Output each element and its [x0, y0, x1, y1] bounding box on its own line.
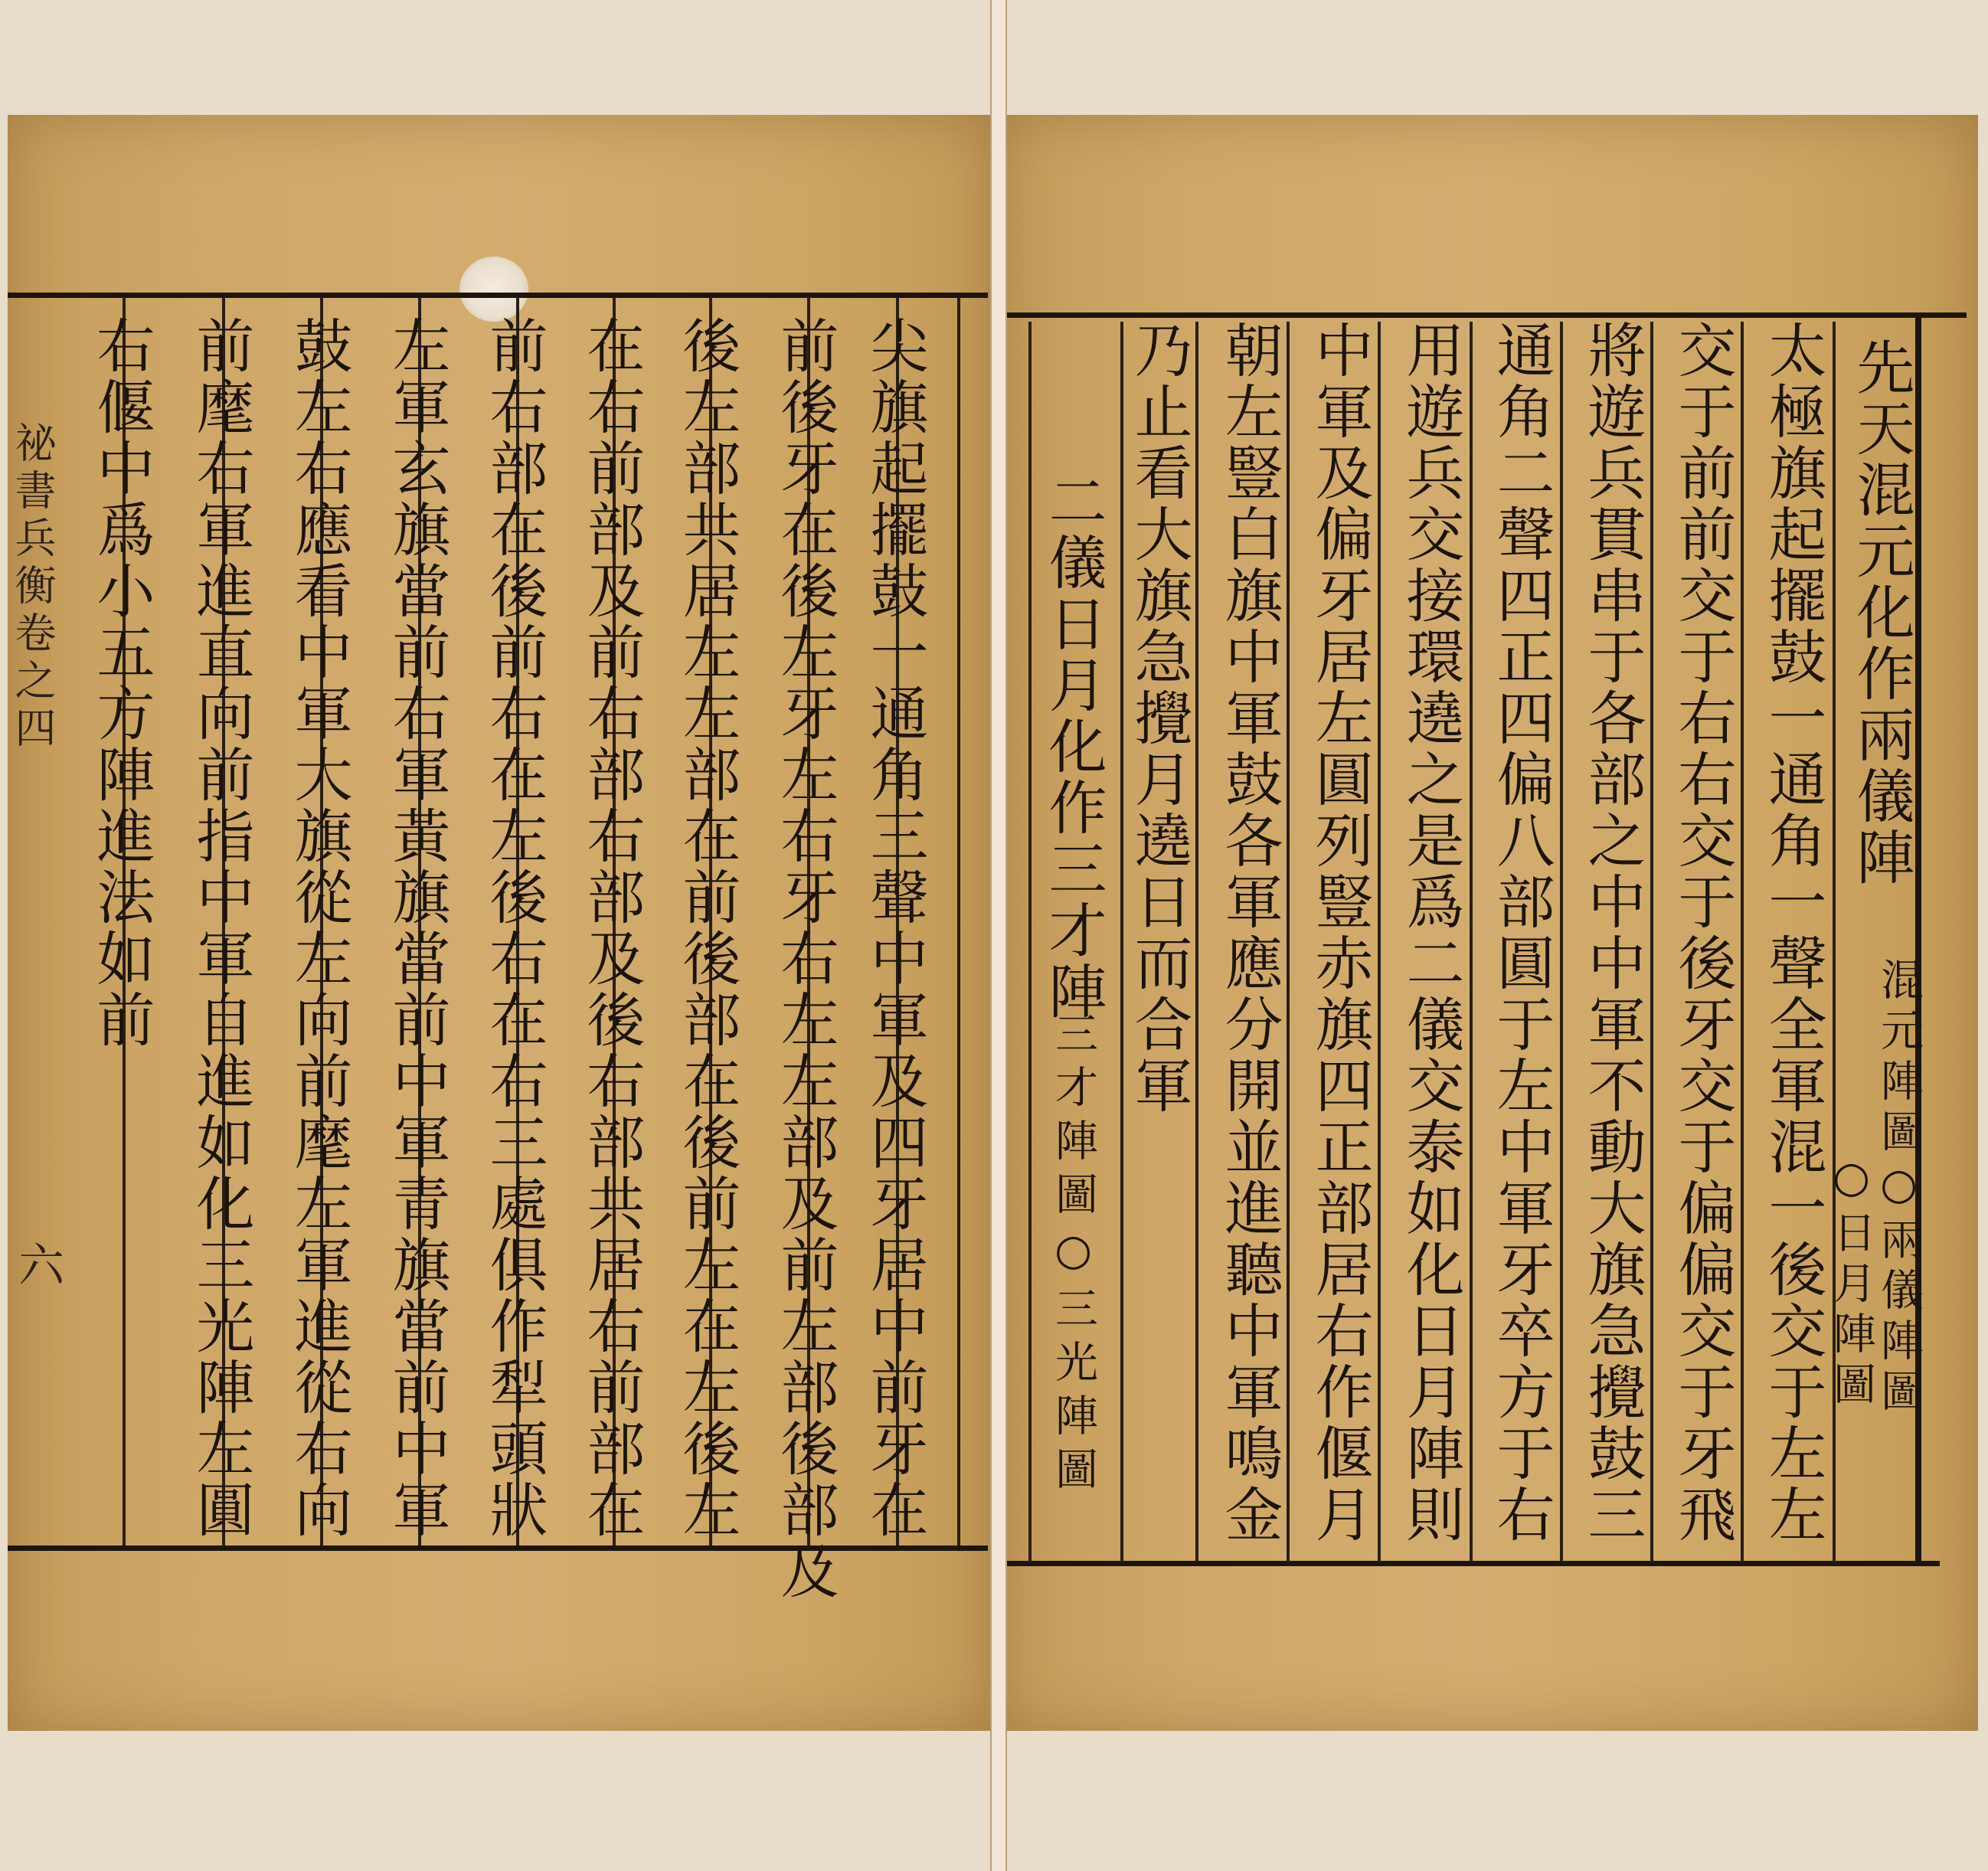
margin-title: 祕書兵衡卷之四 [8, 421, 57, 754]
text-column: 後左部共居左左部在前後部在後前左在左後左 [673, 316, 741, 1541]
column-rule [1287, 322, 1290, 1562]
text-column: 中軍及偏牙居左圓列豎赤旗四正部居右作偃月 [1306, 320, 1374, 1546]
text-column: 尖旗起擺鼓一通角三聲中軍及四牙居中前牙在 [861, 316, 929, 1541]
text-column: 前麾右軍進直向前指中軍自進如化三光陣左圓 [187, 316, 255, 1541]
column-rule [1195, 322, 1198, 1562]
column-rule [957, 297, 960, 1546]
right-page [998, 115, 1978, 1731]
text-column: 右偃中爲小五方陣進法如前 [87, 316, 155, 1051]
section-note: 三才陣圖○三光陣圖 [1048, 1011, 1098, 1500]
heading-note: ○日月陣圖 [1826, 1153, 1876, 1412]
column-rule [1741, 322, 1744, 1562]
text-column: 在右前部及前右部右部及後右部共居右前部在 [577, 316, 646, 1541]
bottom-border [998, 1561, 1940, 1566]
left-page [8, 115, 996, 1731]
bottom-border [8, 1546, 988, 1551]
column-rule [1028, 322, 1032, 1562]
top-border [998, 312, 1967, 318]
column-rule [1650, 322, 1653, 1562]
column-rule [1120, 322, 1123, 1562]
text-column: 前後牙在後左牙左右牙右左左部及前左部後部及 [771, 316, 839, 1602]
heading-note: 混元陣圖○兩儀陣圖 [1874, 957, 1924, 1419]
top-border [8, 293, 988, 298]
text-column: 左軍玄旗當前右軍黃旗當前中軍青旗當前中軍 [383, 316, 451, 1541]
section-heading: 二儀日月化作三才陣 [1039, 471, 1107, 1022]
text-column: 前右部在後前右在左後右在右三處俱作犁頭狀 [480, 316, 548, 1541]
text-column: 乃止看大旗急攪月遶日而合軍 [1125, 320, 1193, 1117]
text-column: 太極旗起擺鼓一通角一聲全軍混一後交于左左 [1759, 320, 1827, 1546]
text-column: 鼓左右應看中軍大旗從左向前麾左軍進從右向 [285, 316, 353, 1541]
column-rule [1470, 322, 1473, 1562]
text-column: 通角二聲四正四偏八部圓于左中軍牙卒方于右 [1487, 320, 1555, 1546]
book-spine [990, 0, 1007, 1871]
page-number: 六 [11, 1241, 64, 1287]
text-column: 朝左豎白旗中軍鼓各軍應分開並進聽中軍鳴金 [1215, 320, 1283, 1546]
text-column: 用遊兵交接環遶之是爲二儀交泰如化日月陣則 [1397, 320, 1465, 1546]
column-rule [1560, 322, 1563, 1562]
text-column: 將遊兵貫串于各部之中中軍不動大旗急攪鼓三 [1578, 320, 1646, 1546]
chapter-heading: 先天混元化作兩儀陣 [1847, 337, 1915, 888]
text-column: 交于前前交于右右交于後牙交于偏偏交于牙飛 [1669, 320, 1737, 1546]
column-rule [1378, 322, 1381, 1562]
